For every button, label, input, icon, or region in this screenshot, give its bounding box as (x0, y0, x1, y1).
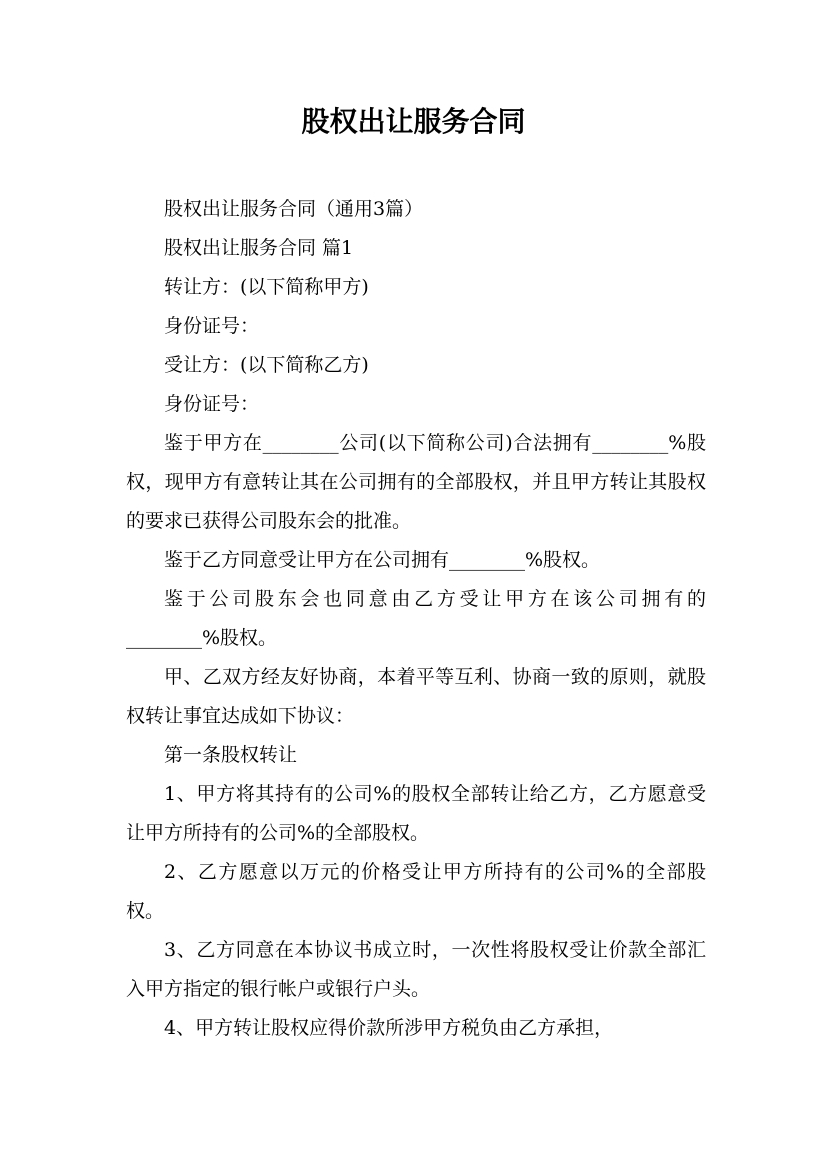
paragraph-agreement-intro: 甲、乙双方经友好协商，本着平等互利、协商一致的原则，就股权转让事宜达成如下协议： (126, 666, 706, 727)
paragraph-clause-1: 1、甲方将其持有的公司%的股权全部转让给乙方，乙方愿意受让甲方所持有的公司%的全部股权。 (126, 783, 706, 844)
paragraph-recital-1: 鉴于甲方在________公司(以下简称公司)合法拥有________%股权，现甲方有意转让其在公司拥有的全部股权，并且甲方转让其股权的要求已获得公司股东会的批准。 (126, 432, 706, 532)
paragraph-clause-4: 4、甲方转让股权应得价款所涉甲方税负由乙方承担， (164, 1017, 614, 1039)
paragraph-transferor: 转让方：(以下简称甲方) (164, 276, 369, 298)
paragraph-recital-2: 鉴于乙方同意受让甲方在公司拥有________%股权。 (164, 549, 601, 571)
paragraph-clause-3: 3、乙方同意在本协议书成立时，一次性将股权受让价款全部汇入甲方指定的银行帐户或银行户头。 (126, 939, 706, 1000)
paragraph-subtitle: 股权出让服务合同（通用3篇） (164, 198, 424, 220)
paragraph-transferor-id: 身份证号： (164, 315, 260, 337)
paragraph-recital-3: 鉴于公司股东会也同意由乙方受让甲方在该公司拥有的________%股权。 (126, 588, 706, 649)
paragraph-transferee-id: 身份证号： (164, 393, 260, 415)
paragraph-clause-2: 2、乙方愿意以万元的价格受让甲方所持有的公司%的全部股权。 (126, 861, 706, 922)
paragraph-transferee: 受让方：(以下简称乙方) (164, 354, 369, 376)
document-body (126, 190, 706, 1048)
paragraph-section-heading: 股权出让服务合同 篇1 (164, 237, 354, 259)
paragraph-article-1-heading: 第一条股权转让 (164, 744, 298, 766)
document-title: 股权出让服务合同 (301, 105, 526, 138)
